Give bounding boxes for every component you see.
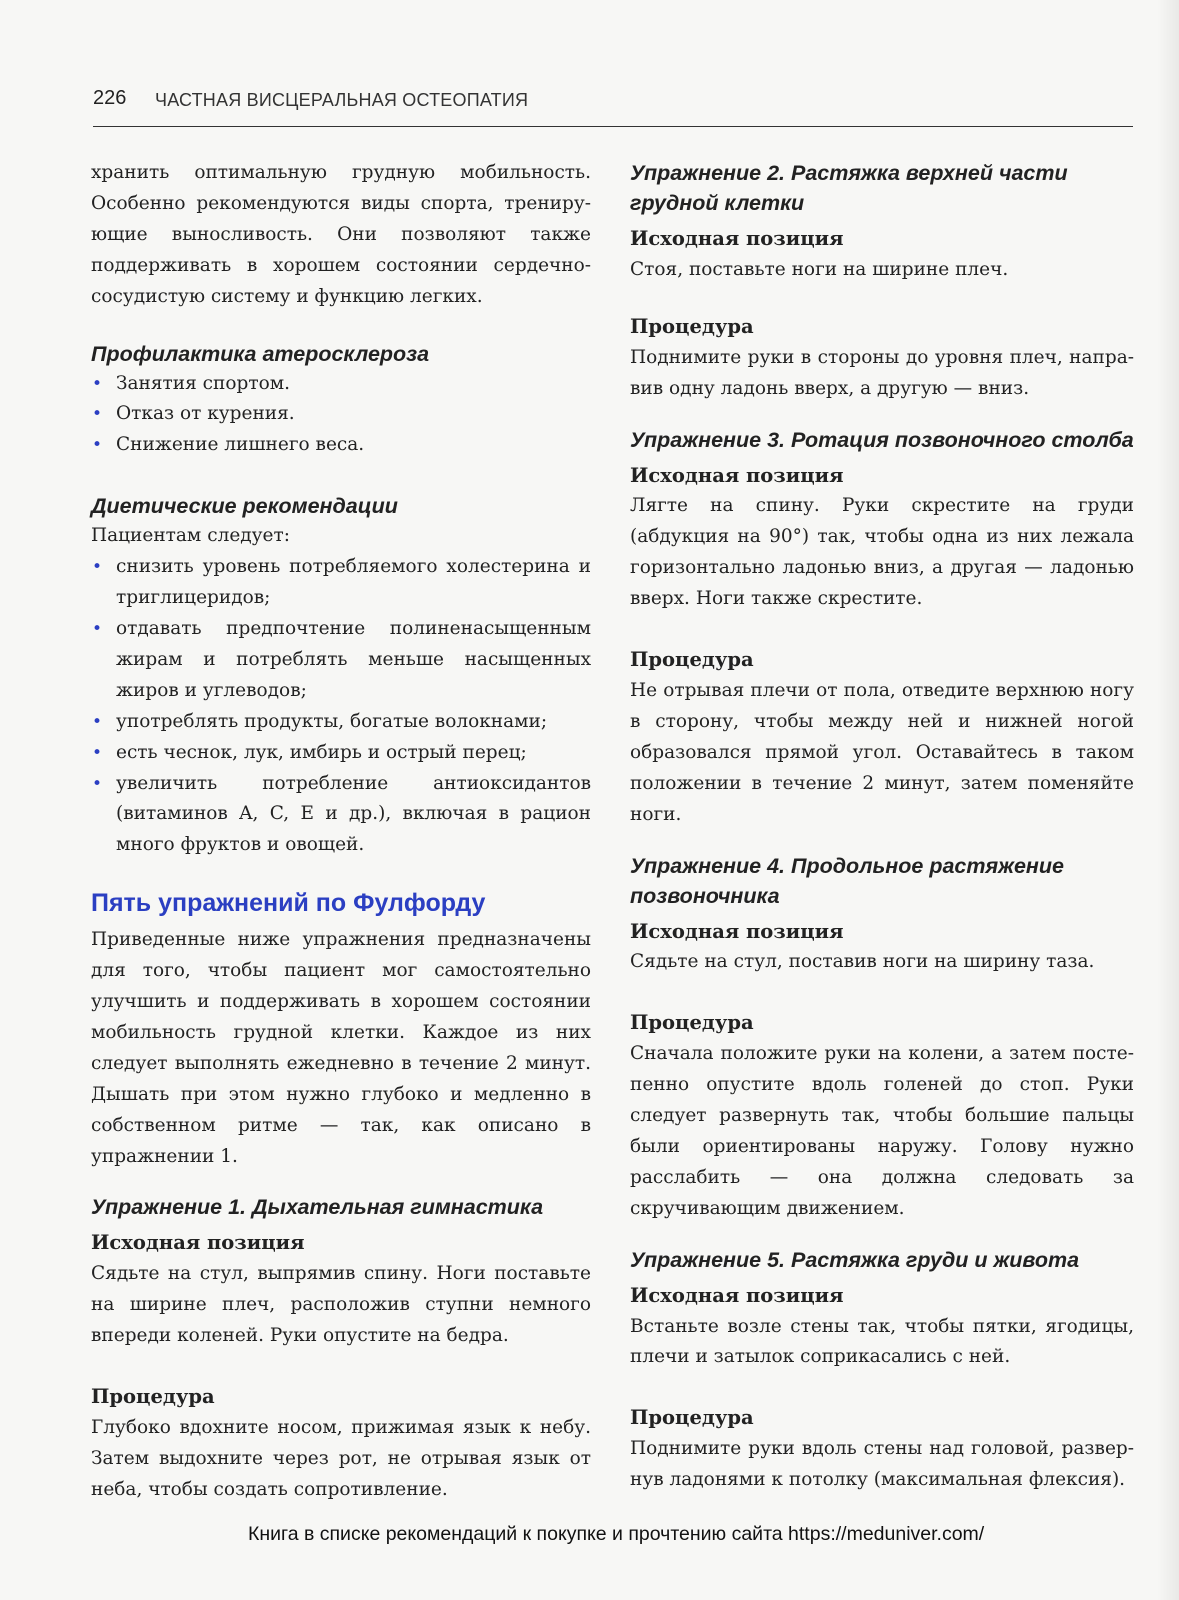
exercise-1-procedure-label: Процедура	[91, 1385, 215, 1409]
exercise-5-procedure-label: Процедура	[630, 1406, 754, 1430]
prophylaxis-heading: Профилактика атеросклероза	[91, 341, 430, 366]
section-heading: Пять упражнений по Фулфорду	[91, 889, 486, 918]
bullet-icon: •	[92, 618, 103, 639]
list-item: • Снижение лишнего веса.	[91, 430, 591, 461]
list-item: • употреблять продукты, богатые волокнами;	[91, 707, 591, 738]
exercise-2-title: Упражнение 2. Растяжка верхней части грудной клетки	[630, 161, 1068, 215]
exercise-5-procedure-text: Поднимите руки вдоль стены над головой, развернув ладонями к потолку (максимальная флексия).	[630, 1438, 1134, 1491]
bullet-icon: •	[92, 773, 103, 794]
exercise-5-title: Упражнение 5. Растяжка груди и живота	[630, 1247, 1080, 1272]
left-column	[91, 158, 591, 1506]
list-item: • отдавать предпочтение полиненасыщенным жирам и потреблять меньше насыщенных жиров и углеводов;	[91, 614, 591, 707]
footer-note: Книга в списке рекомендаций к покупке и прочтению сайта https://meduniver.com/	[248, 1523, 985, 1545]
exercise-1-procedure-text: Глубоко вдохните носом, прижимая язык к небу. Затем выдохните через рот, не отрывая язык от неба, чтобы создать сопротивление.	[91, 1417, 591, 1500]
list-item: • есть чеснок, лук, имбирь и острый перец;	[91, 738, 591, 769]
running-title: ЧАСТНАЯ ВИСЦЕРАЛЬНАЯ ОСТЕОПАТИЯ	[155, 90, 529, 110]
exercise-3-procedure-label: Процедура	[630, 648, 754, 672]
bullet-icon: •	[92, 711, 103, 732]
exercise-4-procedure-text: Сначала положите руки на колени, а затем постепенно опустите вдоль голеней до стоп. Руки следует развернуть так, чтобы большие пальцы были ориентированы наружу. Голову нужно расслабить — она должна следовать за скручивающим движением.	[630, 1043, 1134, 1219]
bullet-icon: •	[92, 742, 103, 763]
exercise-4-start-label: Исходная позиция	[630, 919, 844, 943]
exercise-2-procedure-label: Процедура	[630, 314, 754, 338]
running-header	[93, 86, 1133, 127]
exercise-3-title: Упражнение 3. Ротация позвоночного столба	[630, 427, 1134, 452]
page-edge-shadow	[1157, 0, 1179, 1600]
bullet-icon: •	[92, 404, 103, 425]
section-paragraph: Приведенные ниже упражнения предназначены для того, чтобы пациент мог самостоятельно улучшить и поддерживать в хорошем состоянии мобильность грудной клетки. Каждое из них следует выполнять ежедневно в течение 2 минут. Дышать при этом нужно глубоко и медленно в собственном ритме — так, как описано в упражнении 1.	[91, 929, 591, 1167]
exercise-4-title: Упражнение 4. Продольное растяжение позвоночника	[630, 853, 1065, 908]
exercise-2-start-label: Исходная позиция	[630, 227, 844, 250]
exercise-1-start-text: Сядьте на стул, выпрямив спину. Ноги поставьте на ширине плеч, расположив ступни немного впереди коленей. Руки опустите на бедра.	[91, 1263, 591, 1347]
right-column	[630, 158, 1134, 1496]
exercise-3-start-label: Исходная позиция	[630, 463, 844, 487]
exercise-4-start-text: Сядьте на стул, поставив ноги на ширину таза.	[630, 951, 1095, 973]
exercise-5-start-label: Исходная позиция	[630, 1283, 844, 1307]
prophylaxis-list	[91, 369, 591, 462]
exercise-2-procedure-text: Поднимите руки в стороны до уровня плеч, направив одну ладонь вверх, а другую — вниз.	[630, 346, 1134, 399]
intro-paragraph: хранить оптимальную грудную мобильность. Особенно рекомендуются виды спорта, тренирующие выносливость. Они позволяют также поддерживать в хорошем состоянии сердечно-сосудистую систему и функцию легких.	[91, 162, 591, 307]
page-number: 226	[93, 87, 127, 109]
list-item: • увеличить потребление антиоксидантов (витаминов A, C, E и др.), включая в рацион много фруктов и овощей.	[91, 769, 591, 862]
diet-list	[91, 552, 591, 861]
bullet-icon: •	[92, 557, 103, 578]
exercise-3-start-text: Лягте на спину. Руки скрестите на груди (абдукция на 90°) так, чтобы одна из них лежала горизонтально ладонью вниз, а другая — ладонью вверх. Ноги также скрестите.	[630, 495, 1134, 610]
exercise-5-start-text: Встаньте возле стены так, чтобы пятки, ягодицы, плечи и затылок соприкасались с ней.	[630, 1315, 1134, 1368]
exercise-1-title: Упражнение 1. Дыхательная гимнастика	[91, 1195, 544, 1220]
diet-heading: Диетические рекомендации	[91, 494, 398, 519]
list-item: • Занятия спортом.	[91, 369, 591, 400]
exercise-2-start-text: Стоя, поставьте ноги на ширине плеч.	[630, 258, 1009, 280]
list-item: • снизить уровень потребляемого холестерина и триглицеридов;	[91, 552, 591, 614]
exercise-4-procedure-label: Процедура	[630, 1011, 754, 1035]
list-item: • Отказ от курения.	[91, 399, 591, 430]
exercise-3-procedure-text: Не отрывая плечи от пола, отведите верхнюю ногу в сторону, чтобы между ней и нижней ногой образовался прямой угол. Оставайтесь в таком положении в течение 2 минут, затем поменяйте ноги.	[630, 679, 1134, 825]
bullet-icon: •	[92, 373, 103, 394]
exercise-1-start-label: Исходная позиция	[91, 1231, 305, 1255]
bullet-icon: •	[92, 435, 103, 456]
diet-intro: Пациентам следует:	[91, 525, 290, 547]
